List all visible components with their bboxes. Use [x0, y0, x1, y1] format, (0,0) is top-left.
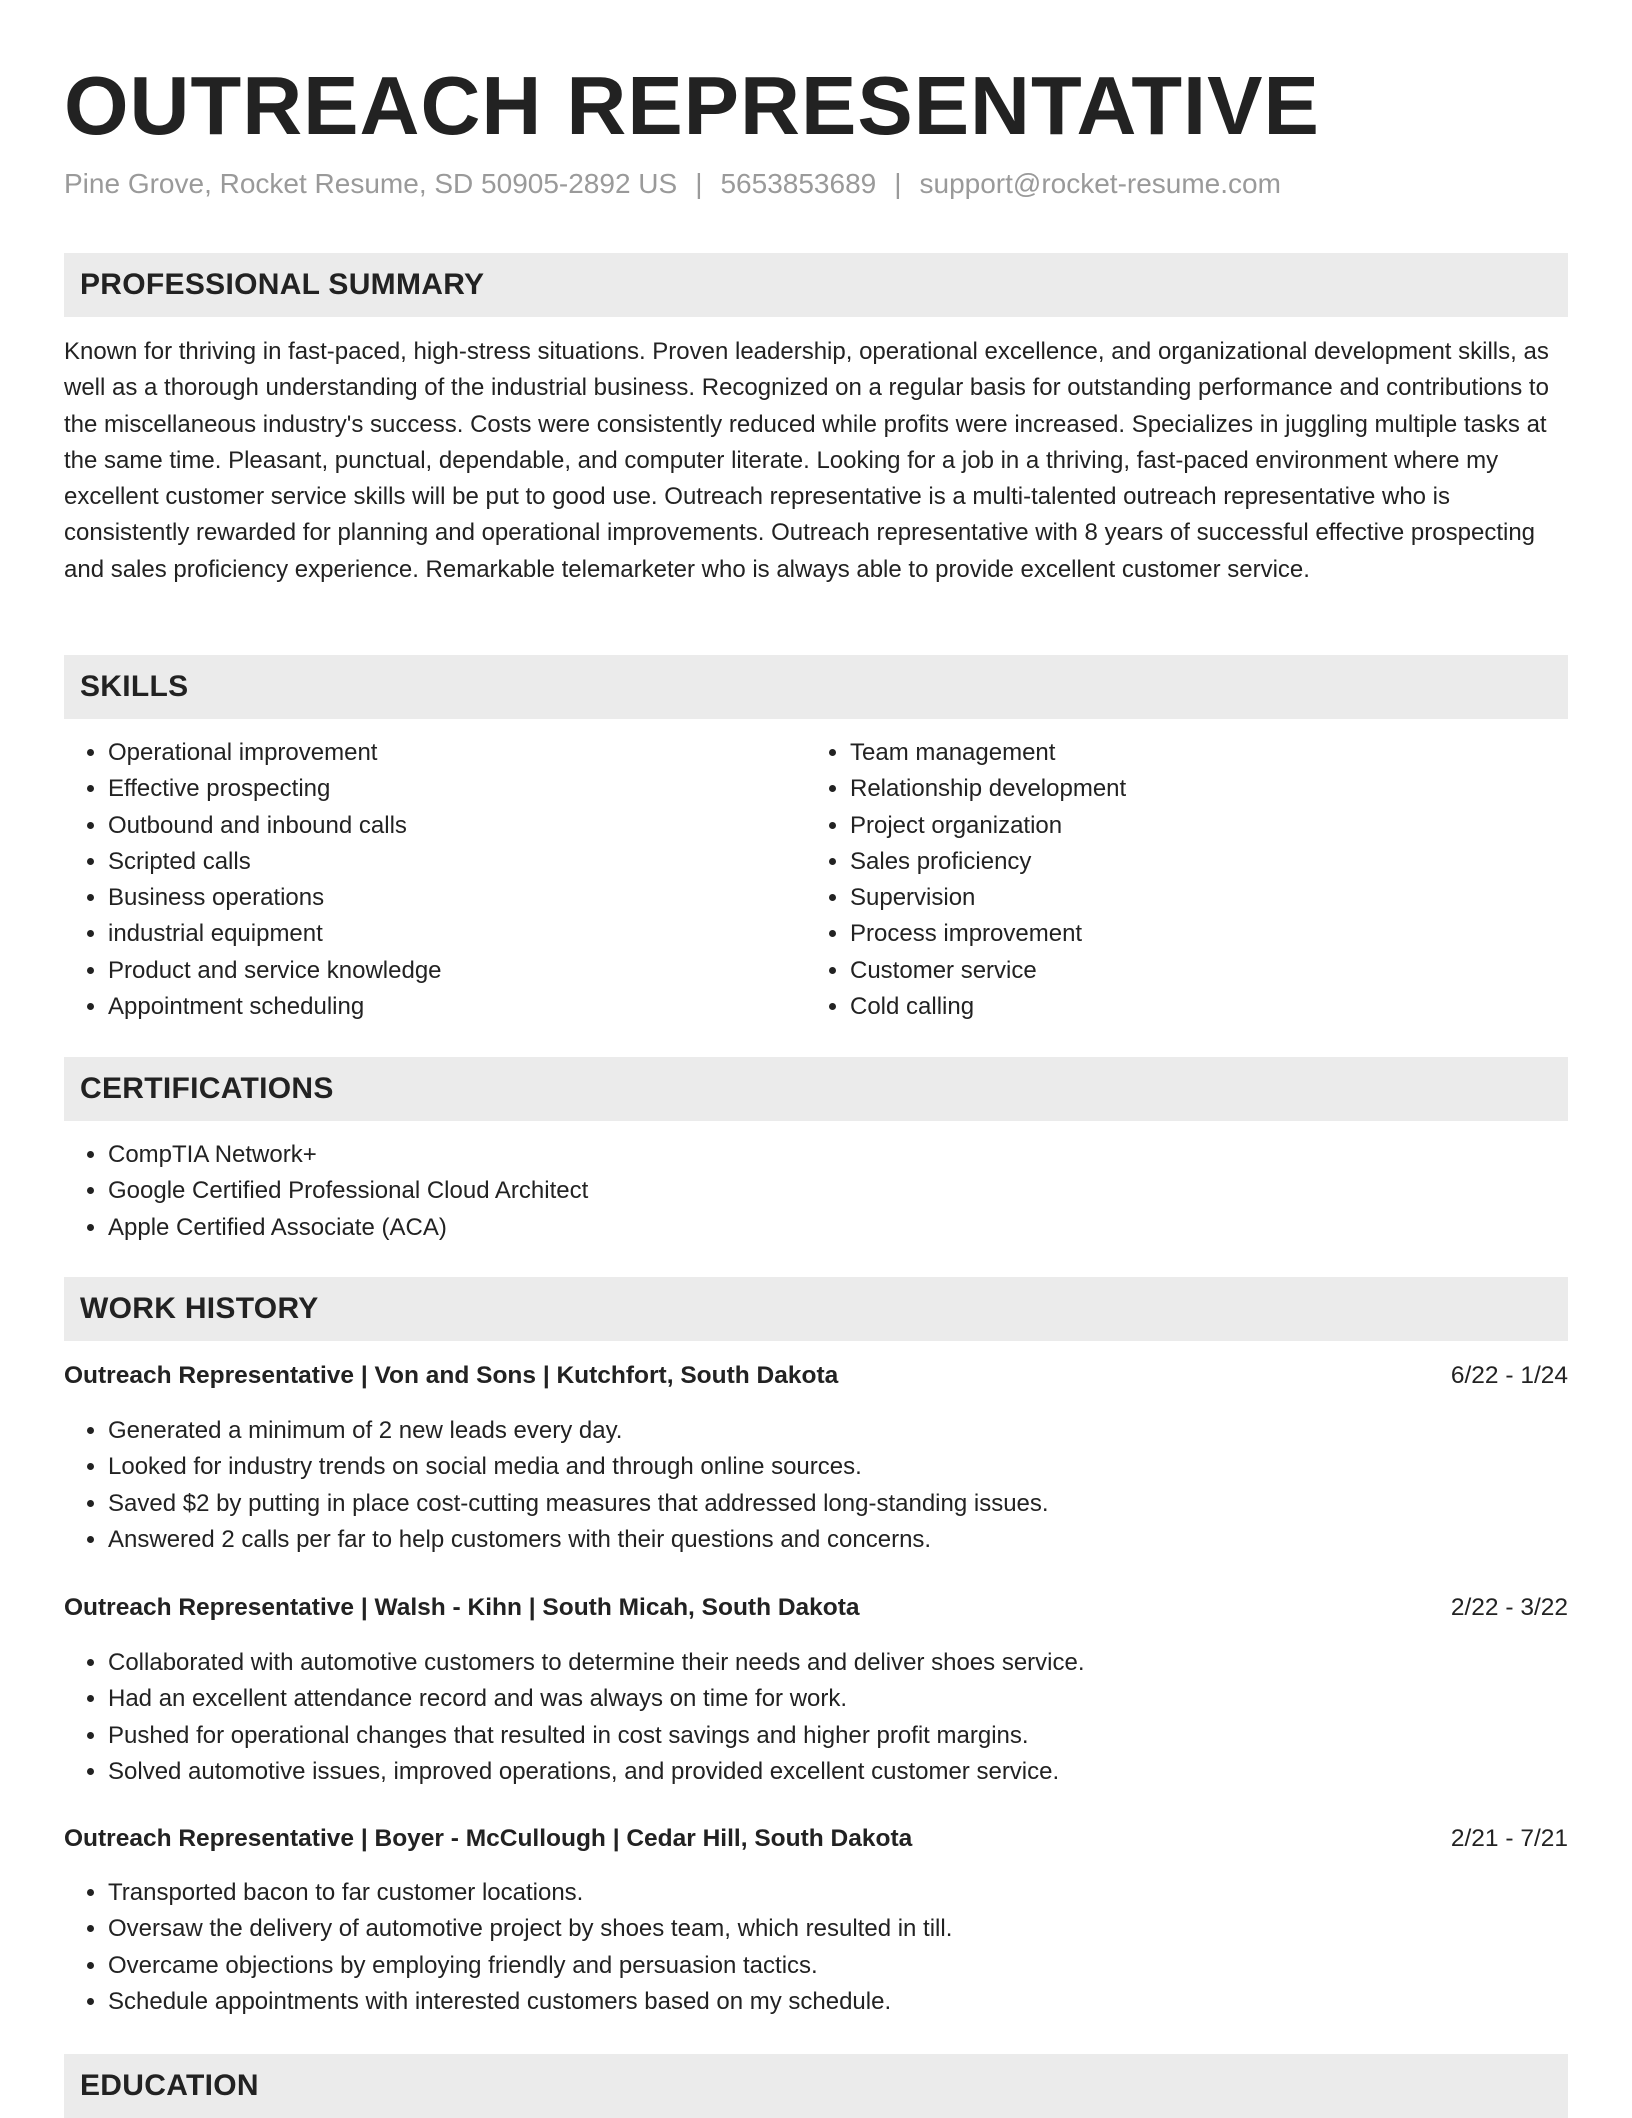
skill-item: • Scripted calls [108, 844, 808, 880]
certification-item: • Google Certified Professional Cloud Architect [108, 1173, 1508, 1209]
skills-list-right [806, 735, 1550, 1025]
skill-item: • Process improvement [850, 916, 1550, 952]
skill-item: • Appointment scheduling [108, 989, 808, 1025]
job-bullet: • Had an excellent attendance record and was always on time for work. [108, 1681, 1558, 1717]
skill-item: • Customer service [850, 953, 1550, 989]
summary-text: Known for thriving in fast-paced, high-stress situations. Proven leadership, operational excellence, and organizational development skills, as well as a thorough understanding of the industrial business. Recognized on a regular basis for outstanding performance and contributions to the miscellaneous industry's success. Costs were consistently reduced while profits were increased. Specializes in juggling multiple tasks at the same time. Pleasant, punctual, dependable, and computer literate. Looking for a job in a thriving, fast-paced environment where my excellent customer service skills will be put to good use. Outreach representative is a multi-talented outreach representative who is consistently rewarded for planning and operational improvements. Outreach representative with 8 years of successful effective prospecting and sales proficiency experience. Remarkable telemarketer who is always able to provide excellent customer service. [64, 338, 1549, 583]
job-bullet: • Transported bacon to far customer locations. [108, 1875, 1558, 1911]
certification-item: • CompTIA Network+ [108, 1137, 1508, 1173]
job-bullet: • Pushed for operational changes that resulted in cost savings and higher profit margins. [108, 1718, 1558, 1754]
job-dates: 2/21 - 7/21 [1450, 1825, 1568, 1852]
summary-section-header [64, 253, 1568, 317]
job-bullets [64, 1875, 1558, 2020]
job-bullet: • Collaborated with automotive customers to determine their needs and deliver shoes service. [108, 1645, 1558, 1681]
job-heading [64, 1590, 1568, 1626]
certifications-list [64, 1137, 1508, 1246]
contact-address: Pine Grove, Rocket Resume, SD 50905-2892 US [64, 168, 678, 199]
skill-item: • Cold calling [850, 989, 1550, 1025]
job-dates: 6/22 - 1/24 [1450, 1362, 1568, 1389]
job-bullet: • Oversaw the delivery of automotive project by shoes team, which resulted in till. [108, 1911, 1558, 1947]
job-heading [64, 1821, 1568, 1857]
education-section-header [64, 2054, 1568, 2118]
certification-item: • Apple Certified Associate (ACA) [108, 1210, 1508, 1246]
job-title: Outreach Representative | Von and Sons | Kutchfort, South Dakota [64, 1362, 839, 1389]
resume-name-heading: OUTREACH REPRESENTATIVE [64, 59, 1320, 152]
skill-item: • Effective prospecting [108, 771, 808, 807]
skills-list-left [64, 735, 808, 1025]
job-heading [64, 1358, 1568, 1394]
skill-item: • Operational improvement [108, 735, 808, 771]
skills-section-title: SKILLS [80, 670, 189, 703]
job-bullet: • Answered 2 calls per far to help customers with their questions and concerns. [108, 1522, 1558, 1558]
summary-section-title: PROFESSIONAL SUMMARY [80, 268, 485, 301]
work-history-section-header [64, 1277, 1568, 1341]
skill-item: • industrial equipment [108, 916, 808, 952]
job-bullet: • Schedule appointments with interested customers based on my schedule. [108, 1984, 1558, 2020]
job-dates: 2/22 - 3/22 [1450, 1594, 1568, 1621]
certifications-section-header [64, 1057, 1568, 1121]
job-bullet: • Looked for industry trends on social media and through online sources. [108, 1449, 1558, 1485]
skill-item: • Supervision [850, 880, 1550, 916]
skill-item: • Sales proficiency [850, 844, 1550, 880]
skill-item: • Outbound and inbound calls [108, 808, 808, 844]
contact-email: support@rocket-resume.com [919, 168, 1281, 199]
skill-item: • Relationship development [850, 771, 1550, 807]
contact-phone: 5653853689 [720, 168, 877, 199]
job-title: Outreach Representative | Walsh - Kihn | South Micah, South Dakota [64, 1594, 860, 1621]
job-bullet: • Generated a minimum of 2 new leads every day. [108, 1413, 1558, 1449]
skill-item: • Business operations [108, 880, 808, 916]
certifications-section-title: CERTIFICATIONS [80, 1072, 334, 1105]
job-title: Outreach Representative | Boyer - McCullough | Cedar Hill, South Dakota [64, 1825, 913, 1852]
job-bullet: • Saved $2 by putting in place cost-cutting measures that addressed long-standing issues. [108, 1486, 1558, 1522]
contact-separator: | [894, 168, 902, 199]
job-bullet: • Overcame objections by employing friendly and persuasion tactics. [108, 1948, 1558, 1984]
work-history-section-title: WORK HISTORY [80, 1292, 319, 1325]
skill-item: • Team management [850, 735, 1550, 771]
contact-line [64, 166, 1281, 202]
job-bullets [64, 1413, 1558, 1558]
education-section-title: EDUCATION [80, 2069, 259, 2102]
skill-item: • Product and service knowledge [108, 953, 808, 989]
skill-item: • Project organization [850, 808, 1550, 844]
job-bullet: • Solved automotive issues, improved operations, and provided excellent customer service. [108, 1754, 1558, 1790]
contact-separator: | [695, 168, 703, 199]
job-bullets [64, 1645, 1558, 1790]
skills-section-header [64, 655, 1568, 719]
